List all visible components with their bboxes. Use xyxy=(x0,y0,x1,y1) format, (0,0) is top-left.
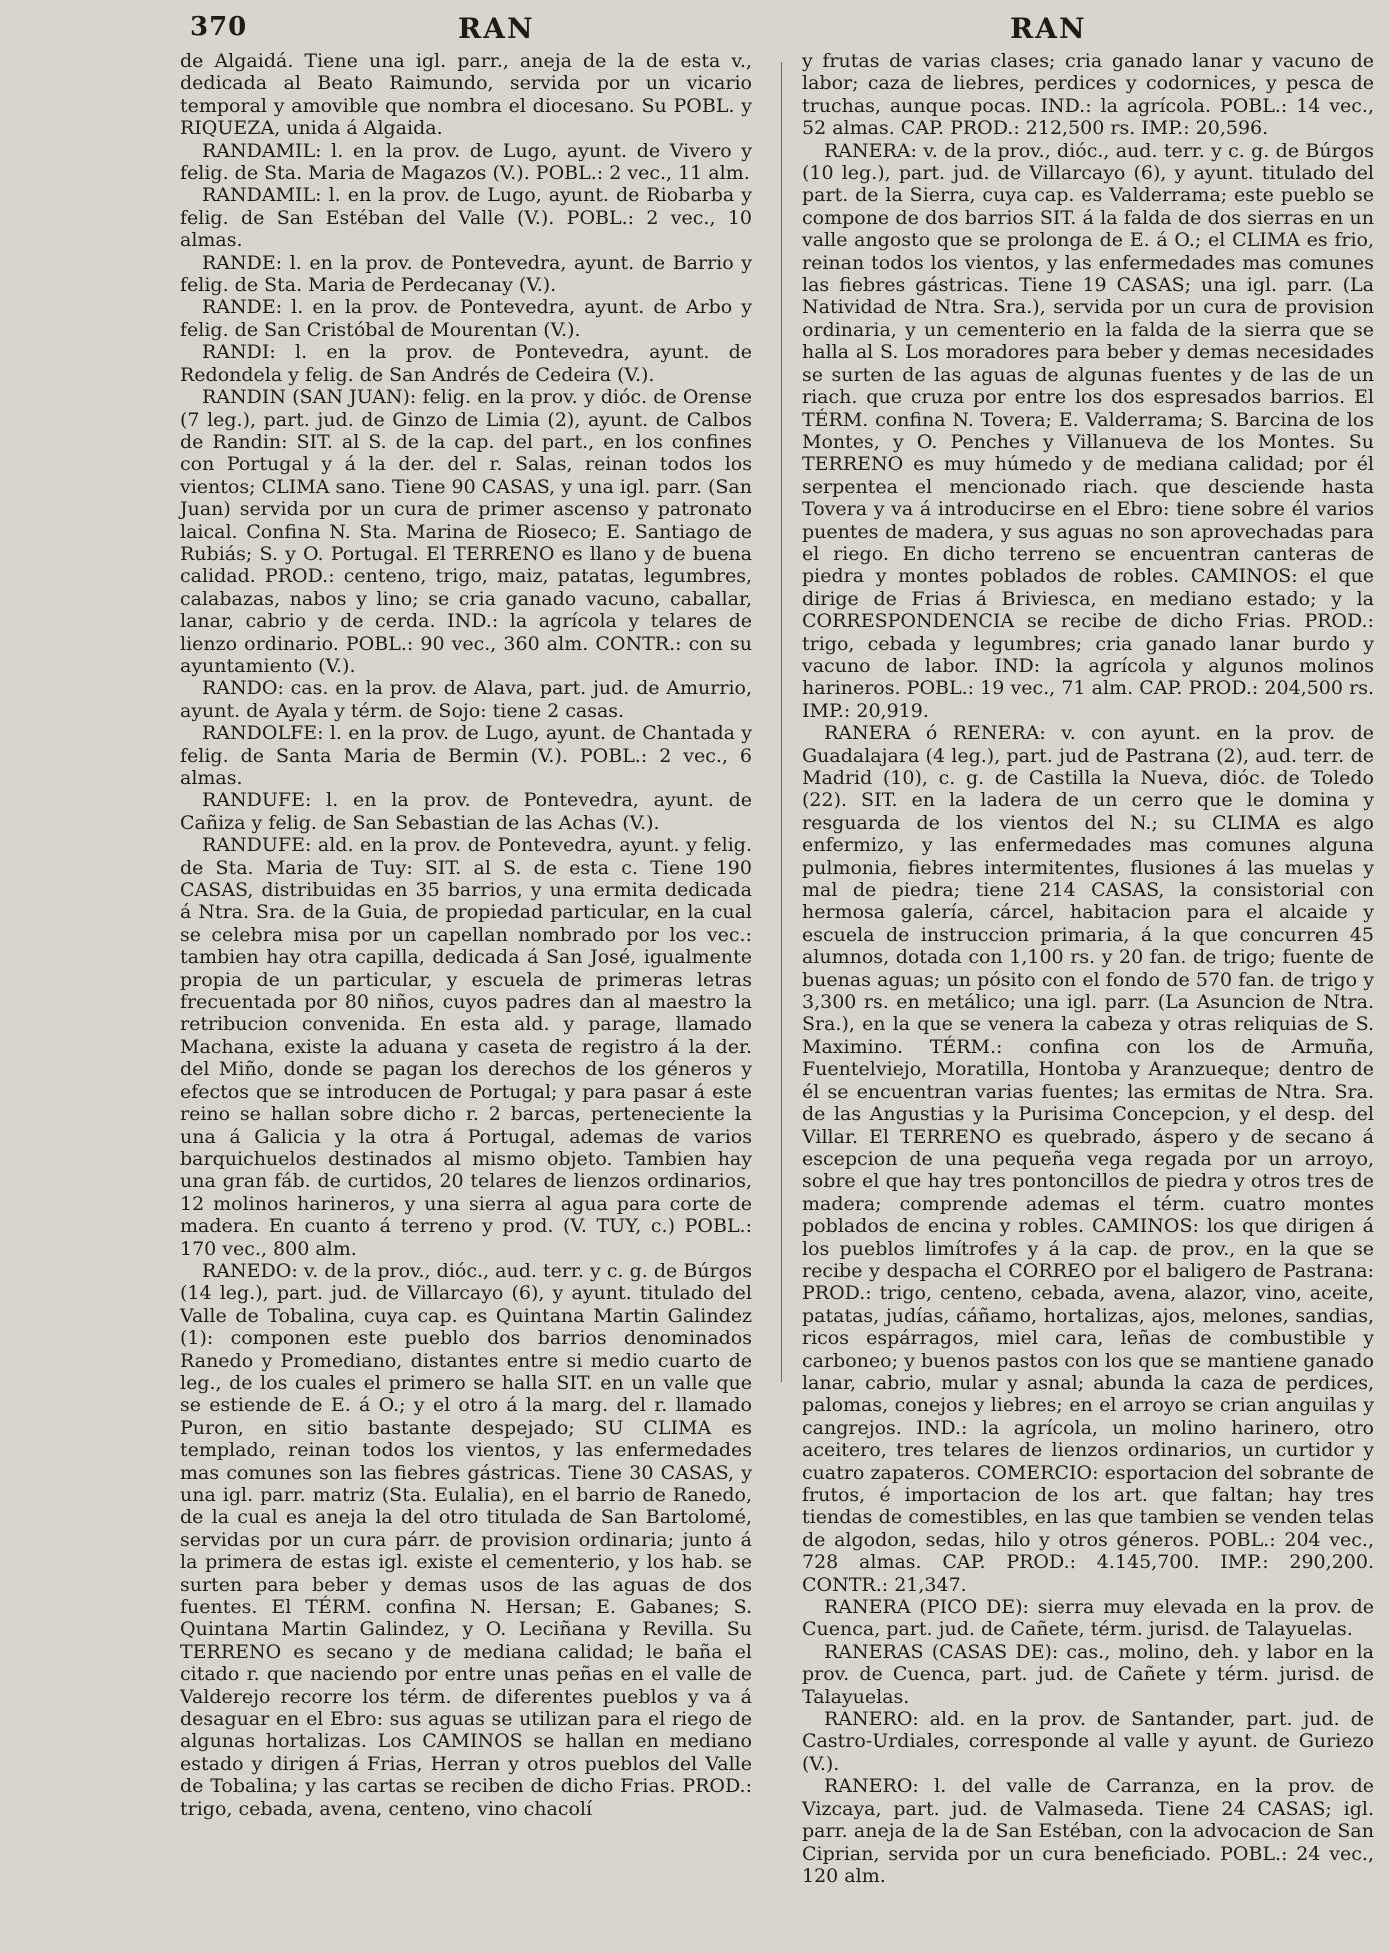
entry: RANERAS (CASAS DE): cas., molino, deh. y labor en la prov. de Cuenca, part. jud. de Cañete y térm. jurisd. de Talayuelas. xyxy=(802,1640,1374,1708)
entry: RANERA ó RENERA: v. con ayunt. en la prov. de Guadalajara (4 leg.), part. jud de Pastrana (2), aud. terr. de Madrid (10), c. g. de Castilla la Nueva, dióc. de Toledo (22). SIT. en la ladera de un cerro que le domina y resguarda de los vientos del N.; su CLIMA es algo enfermizo, y las enfermedades mas comunes alguna pulmonia, fiebres intermitentes, flusiones á las muelas y mal de piedra; tiene 214 CASAS, la consistorial con hermosa galería, cárcel, habitacion para el alcaide y escuela de instruccion primaria, á la que concurren 45 alumnos, dotada con 1,100 rs. y 20 fan. de trigo; fuente de buenas aguas; un pósito con el fondo de 570 fan. de trigo y 3,300 rs. en metálico; una igl. parr. (La Asuncion de Ntra. Sra.), en la que se venera la cabeza y otras reliquias de S. Maximino. TÉRM.: confina con los de Armuña, Fuentelviejo, Moratilla, Hontoba y Aranzueque; dentro de él se encuentran varias fuentes; las ermitas de Ntra. Sra. de las Angustias y la Purisima Concepcion, y el desp. del Villar. El TERRENO es quebrado, áspero y de secano á escepcion de una pequeña vega regada por un arroyo, sobre el que hay tres pontoncillos de piedra y otros tres de madera; comprende ademas el térm. cuatro montes poblados de encina y robles. CAMINOS: los que dirigen á los pueblos limítrofes y á la cap. de prov., en la que se recibe y despacha el CORREO por el baligero de Pastrana: PROD.: trigo, centeno, cebada, avena, alazor, vino, aceite, patatas, judías, cáñamo, hortalizas, ajos, melones, sandias, ricos espárragos, miel cara, leñas de combustible y carboneo; y buenos pastos con los que se mantiene ganado lanar, cabrio, mular y asnal; abunda la caza de perdices, palomas, conejos y liebres; en el arroyo se crian anguilas y cangrejos. IND.: la agrícola, un molino harinero, otro aceitero, tres telares de lienzos ordinarios, un curtidor y cuatro zapateros. COMERCIO: esportacion del sobrante de frutos, é importacion de los art. que faltan; hay tres tiendas de comestibles, en las que tambien se venden telas de algodon, sedas, hilo y otros géneros. POBL.: 204 vec., 728 almas. CAP. PROD.: 4.145,700. IMP.: 290,200. CONTR.: 21,347. xyxy=(802,722,1374,1596)
entry: RANERO: l. del valle de Carranza, en la prov. de Vizcaya, part. jud. de Valmaseda. Tiene 24 CASAS; igl. parr. aneja de la de San Estéban, con la advocacion de San Ciprian, servida por un cura beneficiado. POBL.: 24 vec., 120 alm. xyxy=(802,1775,1374,1887)
running-head-left: RAN xyxy=(458,12,535,45)
entry: RANDUFE: ald. en la prov. de Pontevedra, ayunt. y felig. de Sta. Maria de Tuy: SIT. al S. de esta c. Tiene 190 CASAS, distribuidas en 35 barrios, y una ermita dedicada á Ntra. Sra. de la Guia, de propiedad particular, en la cual se celebra misa por un capellan nombrado por los vec.: tambien hay otra capilla, dedicada á San José, igualmente propia de un particular, y escuela de primeras letras frecuentada por 80 niños, cuyos padres dan al maestro la retribucion convenida. En esta ald. y parage, llamado Machana, existe la aduana y caseta de registro á la der. del Miño, donde se pagan los derechos de los géneros y efectos que se introducen de Portugal; y para pasar á este reino se hallan sobre dicho r. 2 barcas, perteneciente la una á Galicia y la otra á Portugal, ademas de varios barquichuelos destinados al mismo objeto. Tambien hay una gran fáb. de curtidos, 20 telares de lienzos ordinarios, 12 molinos harineros, y una sierra al agua para corte de madera. En cuanto á terreno y prod. (V. TUY, c.) POBL.: 170 vec., 800 alm. xyxy=(180,834,752,1260)
left-column xyxy=(180,50,752,1930)
entry: RANDO: cas. en la prov. de Alava, part. jud. de Amurrio, ayunt. de Ayala y térm. de Sojo: tiene 2 casas. xyxy=(180,677,752,722)
entry: RANDUFE: l. en la prov. de Pontevedra, ayunt. de Cañiza y felig. de San Sebastian de las Achas (V.). xyxy=(180,789,752,834)
entry: RANDE: l. en la prov. de Pontevedra, ayunt. de Arbo y felig. de San Cristóbal de Mourentan (V.). xyxy=(180,296,752,341)
page-number: 370 xyxy=(190,12,248,42)
entry: RANERO: ald. en la prov. de Santander, part. jud. de Castro-Urdiales, corresponde al valle y ayunt. de Guriezo (V.). xyxy=(802,1708,1374,1775)
entry: RANDI: l. en la prov. de Pontevedra, ayunt. de Redondela y felig. de San Andrés de Cedeira (V.). xyxy=(180,341,752,386)
entry: RANDAMIL: l. en la prov. de Lugo, ayunt. de Vivero y felig. de Sta. Maria de Magazos (V.). POBL.: 2 vec., 11 alm. xyxy=(180,139,752,185)
entry: RANERA: v. de la prov., dióc., aud. terr. y c. g. de Búrgos (10 leg.), part. jud. de Villarcayo (6), y ayunt. titulado del part. de la Sierra, cuya cap. es Valderrama; este pueblo se compone de dos barrios SIT. á la falda de dos sierras en un valle angosto que se prolonga de E. á O.; el CLIMA es frio, reinan todos los vientos, y las enfermedades mas comunes las fiebres gástricas. Tiene 19 CASAS; una igl. parr. (La Natividad de Ntra. Sra.), servida por un cura de provision ordinaria, y un cementerio en la falda de la sierra que se halla al S. Los moradores para beber y demas necesidades se surten de las aguas de algunas fuentes y de las de un riach. que cruza por entre los dos espresados barrios. El TÉRM. confina N. Tovera; E. Valderrama; S. Barcina de los Montes, y O. Penches y Villanueva de los Montes. Su TERRENO es muy húmedo y de mediana calidad; por él serpentea el mencionado riach. que desciende hasta Tovera y va á introducirse en el Ebro: tiene sobre él varios puentes de madera, y sus aguas no son aprovechadas para el riego. En dicho terreno se encuentran canteras de piedra y montes poblados de robles. CAMINOS: el que dirige de Frias á Briviesca, en mediano estado; y la CORRESPONDENCIA se recibe de dicho Frias. PROD.: trigo, cebada y legumbres; cria ganado lanar burdo y vacuno de labor. IND: la agrícola y algunos molinos harineros. POBL.: 19 vec., 71 alm. CAP. PROD.: 204,500 rs. IMP.: 20,919. xyxy=(802,139,1374,722)
entry: y frutas de varias clases; cria ganado lanar y vacuno de labor; caza de liebres, perdices y codornices, y pesca de truchas, aunque pocas. IND.: la agrícola. POBL.: 14 vec., 52 almas. CAP. PROD.: 212,500 rs. IMP.: 20,596. xyxy=(802,50,1374,140)
entry: RANEDO: v. de la prov., dióc., aud. terr. y c. g. de Búrgos (14 leg.), part. jud. de Villarcayo (6), y ayunt. titulado del Valle de Tobalina, cuya cap. es Quintana Martin Galindez (1): componen este pueblo dos barrios denominados Ranedo y Promediano, distantes entre si medio cuarto de leg., de los cuales el primero se halla SIT. en un valle que se estiende de E. á O.; y el otro á la marg. del r. llamado Puron, en sitio bastante despejado; SU CLIMA es templado, reinan todos los vientos, y las enfermedades mas comunes son las fiebres gástricas. Tiene 30 CASAS, y una igl. parr. matriz (Sta. Eulalia), en el barrio de Ranedo, de la cual es aneja la del otro titulada de San Bartolomé, servidas por un cura párr. de provision ordinaria; junto á la primera de estas igl. existe el cementerio, y los hab. se surten para beber y demas usos de las aguas de dos fuentes. El TÉRM. confina N. Hersan; E. Gabanes; S. Quintana Martin Galindez, y O. Leciñana y Revilla. Su TERRENO es secano y de mediana calidad; le baña el citado r. que naciendo por entre unas peñas en el valle de Valderejo recorre los térm. de diferentes pueblos y va á desaguar en el Ebro: sus aguas se utilizan para el riego de algunas hortalizas. Los CAMINOS se hallan en mediano estado y dirigen á Frias, Herran y otros pueblos del Valle de Tobalina; y las cartas se reciben de dicho Frias. PROD.: trigo, cebada, avena, centeno, vino chacolí xyxy=(180,1259,752,1820)
entry: RANDAMIL: l. en la prov. de Lugo, ayunt. de Riobarba y felig. de San Estéban del Valle (V.). POBL.: 2 vec., 10 almas. xyxy=(180,184,752,252)
entry: RANDE: l. en la prov. de Pontevedra, ayunt. de Barrio y felig. de Sta. Maria de Perdecanay (V.). xyxy=(180,251,752,297)
running-head-right: RAN xyxy=(1010,12,1087,45)
entry: RANDOLFE: l. en la prov. de Lugo, ayunt. de Chantada y felig. de Santa Maria de Bermin (V.). POBL.: 2 vec., 6 almas. xyxy=(180,722,752,789)
entry: de Algaidá. Tiene una igl. parr., aneja de la de esta v., dedicada al Beato Raimundo, servida por un vicario temporal y amovible que nombra el diocesano. Su POBL. y RIQUEZA, unida á Algaida. xyxy=(180,50,752,140)
column-divider xyxy=(781,62,782,1382)
right-column xyxy=(802,50,1374,1887)
entry: RANDIN (SAN JUAN): felig. en la prov. y dióc. de Orense (7 leg.), part. jud. de Ginzo de Limia (2), ayunt. de Calbos de Randin: SIT. al S. de la cap. del part., en los confines con Portugal y á la der. del r. Salas, reinan todos los vientos; CLIMA sano. Tiene 90 CASAS, y una igl. parr. (San Juan) servida por un cura de primer ascenso y patronato laical. Confina N. Sta. Marina de Rioseco; E. Santiago de Rubiás; S. y O. Portugal. El TERRENO es llano y de buena calidad. PROD.: centeno, trigo, maiz, patatas, legumbres, calabazas, nabos y lino; se cria ganado vacuno, caballar, lanar, cabrio y de cerda. IND.: la agrícola y telares de lienzo ordinario. POBL.: 90 vec., 360 alm. CONTR.: con su ayuntamiento (V.). xyxy=(180,386,752,677)
entry: RANERA (PICO DE): sierra muy elevada en la prov. de Cuenca, part. jud. de Cañete, térm. jurisd. de Talayuelas. xyxy=(802,1596,1374,1641)
